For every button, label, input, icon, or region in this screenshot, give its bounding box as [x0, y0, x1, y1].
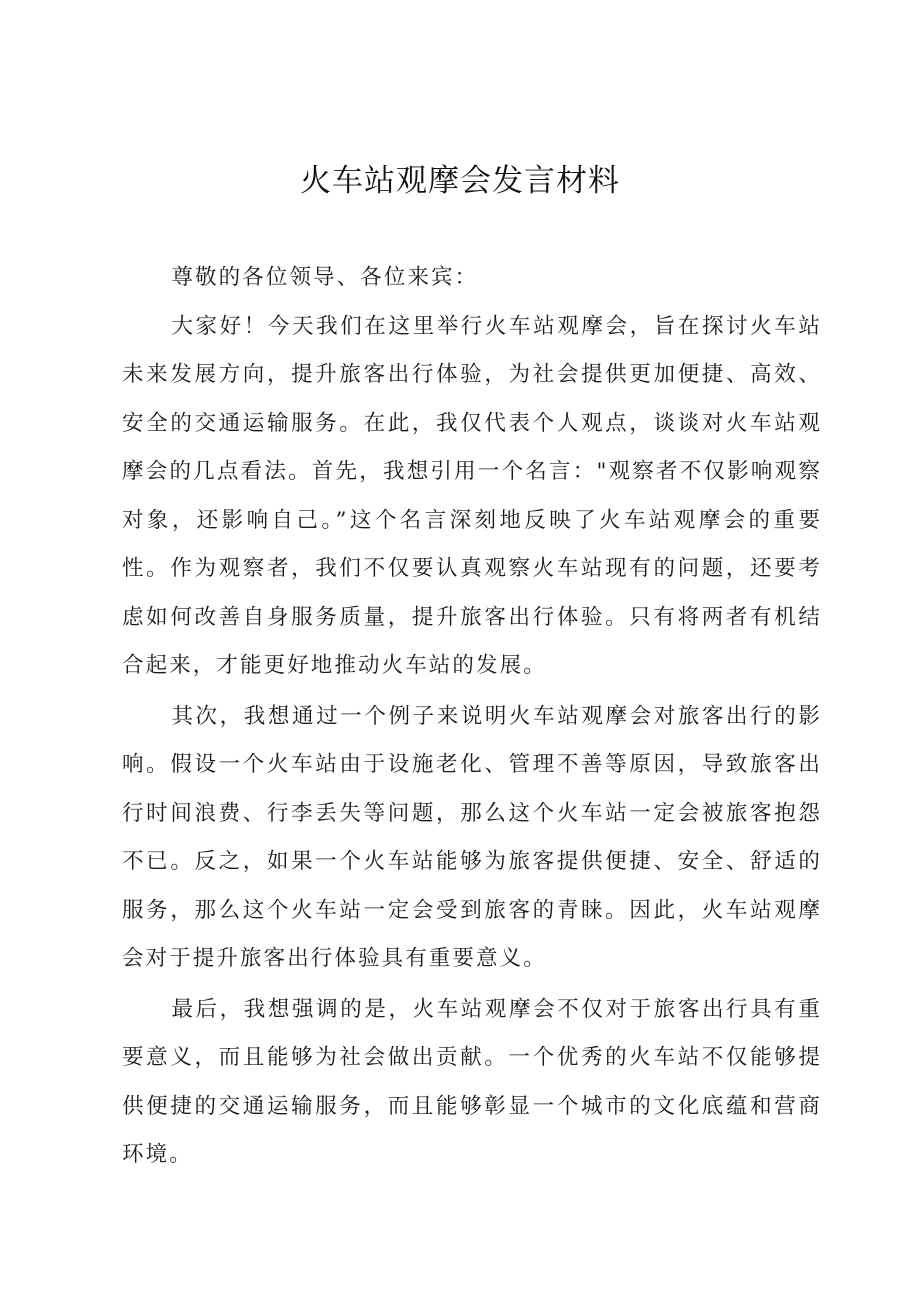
- document-body: [122, 254, 822, 1182]
- paragraph-2: 其次，我想通过一个例子来说明火车站观摩会对旅客出行的影响。假设一个火车站由于设施老化、管理不善等原因，导致旅客出行时间浪费、行李丢失等问题，那么这个火车站一定会被旅客抱怨不已。反之，如果一个火车站能够为旅客提供便捷、安全、舒适的服务，那么这个火车站一定会受到旅客的青睐。因此，火车站观摩会对于提升旅客出行体验具有重要意义。: [122, 703, 822, 971]
- paragraph-3: 最后，我想强调的是，火车站观摩会不仅对于旅客出行具有重要意义，而且能够为社会做出贡献。一个优秀的火车站不仅能够提供便捷的交通运输服务，而且能够彰显一个城市的文化底蕴和营商环境。: [122, 996, 822, 1167]
- paragraph-1: 大家好！今天我们在这里举行火车站观摩会，旨在探讨火车站未来发展方向，提升旅客出行体验，为社会提供更加便捷、高效、安全的交通运输服务。在此，我仅代表个人观点，谈谈对火车站观摩会的几点看法。首先，我想引用一个名言："观察者不仅影响观察对象，还影响自己。”这个名言深刻地反映了火车站观摩会的重要性。作为观察者，我们不仅要认真观察火车站现有的问题，还要考虑如何改善自身服务质量，提升旅客出行体验。只有将两者有机结合起来，才能更好地推动火车站的发展。: [122, 313, 822, 678]
- salutation: 尊敬的各位领导、各位来宾：: [171, 265, 479, 290]
- document-title: 火车站观摩会发言材料: [300, 163, 620, 199]
